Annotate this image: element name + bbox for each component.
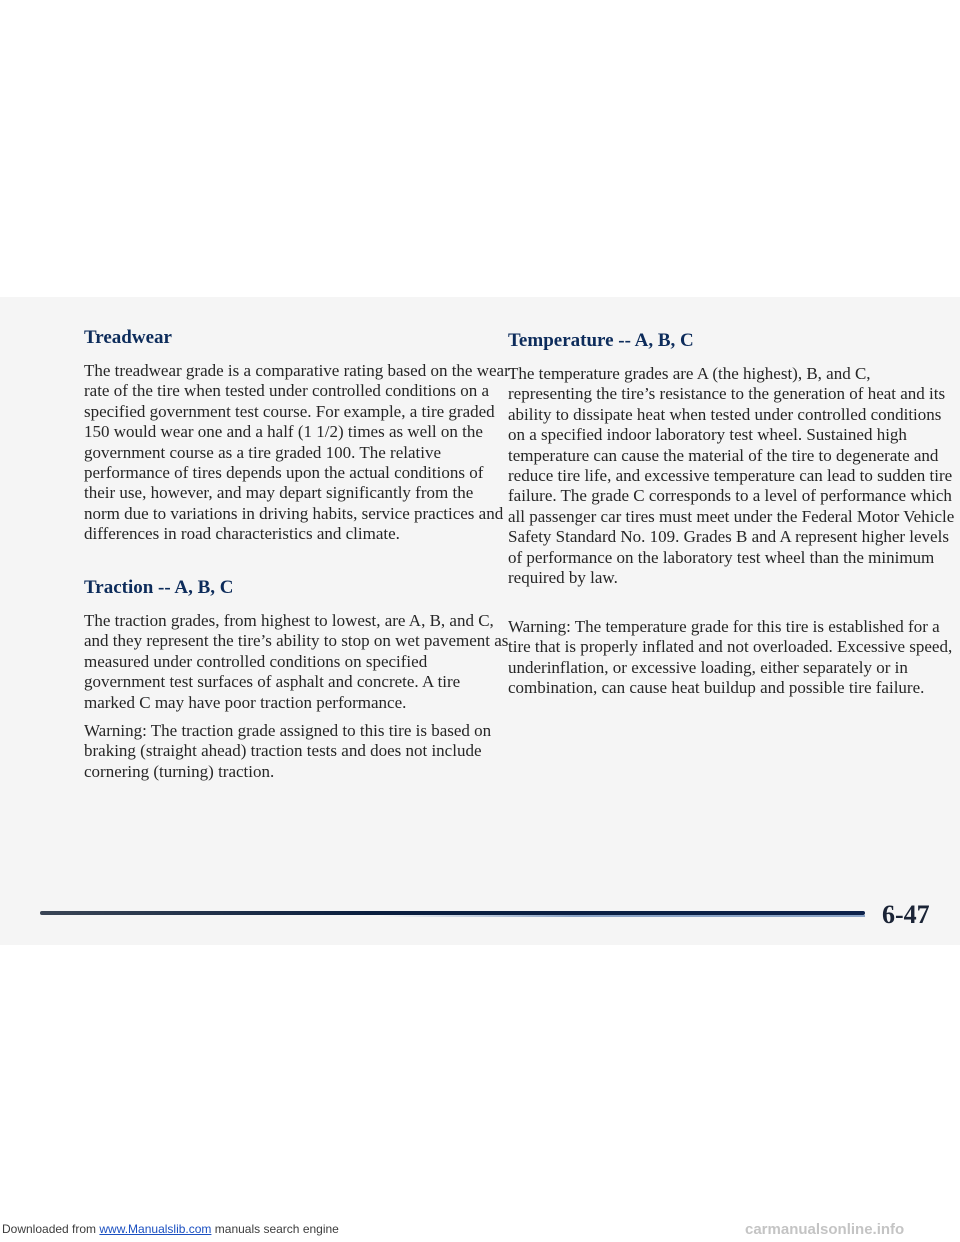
traction-warning: Warning: The traction grade assigned to this tire is based on braking (straight ahead) traction tests and does not include cornering (turning) traction. — [84, 721, 492, 781]
traction-paragraph: The traction grades, from highest to lowest, are A, B, and C, and they represent the tire’s ability to stop on wet pavement as measured under controlled conditions on specified government test surfaces of asphalt and concrete. A tire marked C may have poor traction performance. — [84, 611, 509, 712]
temperature-warning: Warning: The temperature grade for this tire is established for a tire that is properly inflated and not overloaded. Excessive speed, underinflation, or excessive loading, either separately or in combination, can cause heat buildup and possible tire failure. — [508, 617, 953, 698]
treadwear-heading: Treadwear — [84, 327, 172, 348]
traction-heading: Traction -- A, B, C — [84, 577, 234, 598]
download-footer — [2, 1222, 339, 1236]
temperature-paragraph: The temperature grades are A (the highest), B, and C, representing the tire’s resistance to the generation of heat and its ability to dissipate heat when tested under controlled conditions on a specified indoor laboratory test wheel. Sustained high temperature can cause the material of the tire to degenerate and reduce tire life, and excessive temperature can lead to sudden tire failure. The grade C corresponds to a level of performance which all passenger car tires must meet under the Federal Motor Vehicle Safety Standard No. 109. Grades B and A represent higher levels of performance on the laboratory test wheel than the minimum required by law. — [508, 364, 955, 588]
page-rule-highlight — [380, 915, 865, 917]
footer-prefix: Downloaded from — [2, 1222, 100, 1236]
treadwear-paragraph: The treadwear grade is a comparative rating based on the wear rate of the tire when tested under controlled conditions on a specified government test course. For example, a tire graded 150 would wear one and a half (1 1/2) times as well on the government course as a tire graded 100. The relative performance of tires depends upon the actual conditions of their use, however, and may depart significantly from the norm due to variations in driving habits, service practices and differences in road characteristics and climate. — [84, 361, 510, 544]
watermark: carmanualsonline.info — [745, 1221, 905, 1238]
page-number: 6-47 — [882, 900, 930, 929]
footer-suffix: manuals search engine — [211, 1222, 339, 1236]
temperature-heading: Temperature -- A, B, C — [508, 330, 694, 351]
manualslib-link[interactable]: www.Manualslib.com — [99, 1222, 212, 1236]
